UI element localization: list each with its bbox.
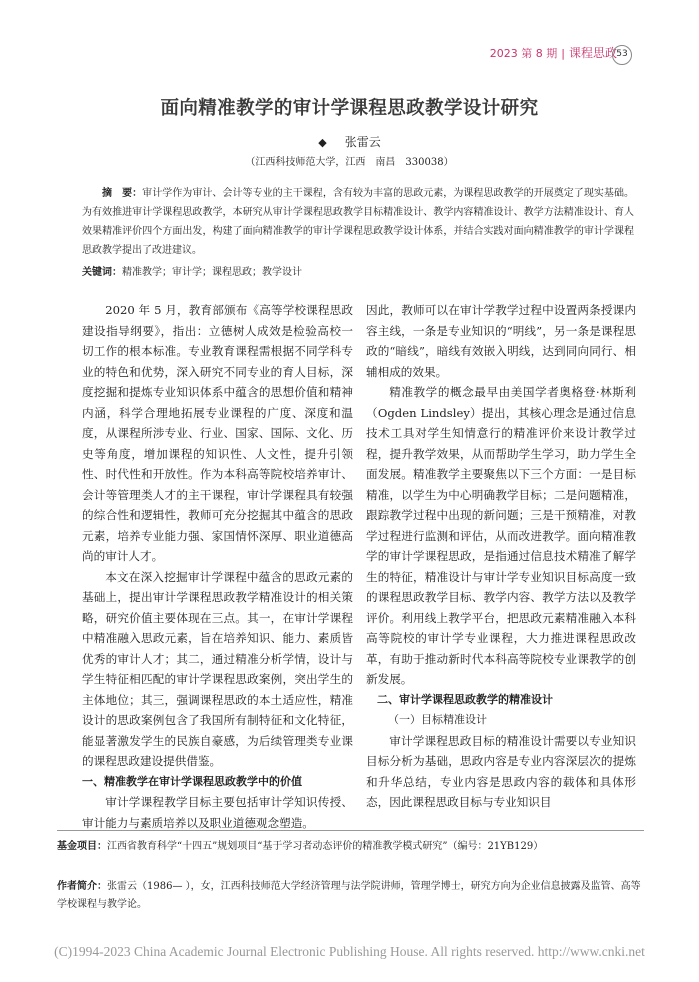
fund-footnote xyxy=(57,838,644,856)
abstract xyxy=(82,184,634,260)
author-bio-text: 张雷云（1986— ），女，江西科技师范大学经济管理与法学院讲师，管理学博士，研究方向为企业信息披露及监管、高等学校课程与教学论。 xyxy=(57,881,641,910)
footnote-divider xyxy=(57,830,644,831)
journal-header xyxy=(490,44,617,61)
author-name: 张雷云 xyxy=(344,135,381,149)
right-column xyxy=(366,300,636,813)
body-paragraph: 审计学课程思政目标的精准设计需要以专业知识目标分析为基础，思政内容是专业内容深层次的提炼和升华总结，专业内容是思政内容的载体和具体形态，因此课程思政目标与专业知识目 xyxy=(366,733,636,809)
keywords-text: 精准教学；审计学；课程思政；教学设计 xyxy=(122,267,302,278)
fund-text: 江西省教育科学“十四五”规划项目“基于学习者动态评价的精准教学模式研究”（编号：21YB129） xyxy=(107,841,544,852)
body-paragraph: 审计学课程教学目标主要包括审计学知识传授、审计能力与素质培养以及职业道德观念塑造。 xyxy=(82,795,353,830)
body-paragraph: 本文在深入挖掘审计学课程中蕴含的思政元素的基础上，提出审计学课程思政教学精准设计的相关策略，研究价值主要体现在三点。其一，在审计学课程中精准融入思政元素，旨在培养知识、能力、素质皆优秀的审计人才；其二，通过精准分析学情，设计与学生特征相匹配的审计学课程思政案例，突出学生的主体地位；其三，强调课程思政的本土适应性，精准设计的思政案例包含了我国所有制特征和文化特征，能显著激发学生的民族自豪感，为后续管理类专业课的课程思政建设提供借鉴。 xyxy=(82,569,353,768)
header-separator: | xyxy=(561,47,565,60)
body-paragraph: 因此，教师可以在审计学教学过程中设置两条授课内容主线，一条是专业知识的“明线”，另一条是课程思政的“暗线”，暗线有效嵌入明线，达到同向同行、相辅相成的效果。 xyxy=(366,303,636,379)
page-number: 53 xyxy=(612,45,632,65)
body-paragraph: 精准教学的概念最早由美国学者奥格登·林斯利（Ogden Lindsley）提出，其核心理念是通过信息技术工具对学生知情意行的精准评价来设计教学过程，提升教学效果，从而帮助学生学习，助力学生全面发展。精准教学主要聚焦以下三个方面：一是目标精准，以学生为中心明确教学目标；二是问题精准，跟踪教学过程中出现的新问题；三是干预精准，对教学过程进行监测和评估，从而改进教学。面向精准教学的审计学课程思政，是指通过信息技术精准了解学生的特征，精准设计与审计学专业知识目标高度一致的课程思政教学目标、教学内容、教学方法以及教学评价。利用线上教学平台，把思政元素精准融入本科高等院校的审计学专业课程，大力推进课程思政改革，有助于推动新时代本科高等院校专业课教学的创新发展。 xyxy=(366,385,636,686)
keywords-label: 关键词： xyxy=(82,267,122,278)
column-name: 课程思政 xyxy=(568,46,617,60)
author-footnote xyxy=(57,878,644,914)
abstract-text: 审计学作为审计、会计等专业的主干课程，含有较为丰富的思政元素，为课程思政教学的开展奠定了现实基础。为有效推进审计学课程思政教学，本研究从审计学课程思政教学目标精准设计、教学内容精准设计、教学方法精准设计、育人效果精准评价四个方面出发，构建了面向精准教学的审计学课程思政教学设计体系，并结合实践对面向精准教学的审计学课程思政教学提出了改进建议。 xyxy=(82,188,635,256)
fund-label: 基金项目： xyxy=(57,841,107,852)
subsection-heading: （一）目标精准设计 xyxy=(388,713,487,726)
issue-label: 2023 第 8 期 xyxy=(489,47,558,60)
section-heading-1: 一、精准教学在审计学课程思政教学中的价值 xyxy=(82,774,302,788)
keywords xyxy=(82,263,634,282)
diamond-icon: ◆ xyxy=(318,136,327,149)
copyright-watermark: (C)1994-2023 China Academic Journal Electronic Publishing House. All rights reserved. http://www.cnki.net xyxy=(54,944,645,959)
author-bio-label: 作者简介： xyxy=(57,881,107,892)
section-heading-2: 二、审计学课程思政教学的精准设计 xyxy=(377,692,553,706)
abstract-label: 摘 要： xyxy=(102,188,143,199)
author-affiliation: （江西科技师范大学，江西 南昌 330038） xyxy=(245,157,454,168)
author-line xyxy=(0,133,699,150)
article-title: 面向精准教学的审计学课程思政教学设计研究 xyxy=(160,98,539,119)
body-paragraph: 2020 年 5 月，教育部颁布《高等学校课程思政建设指导纲要》，指出：立德树人成效是检验高校一切工作的根本标准。专业教育课程需根据不同学科专业的特色和优势，深入研究不同专业的育人目标，深度挖掘和提炼专业知识体系中蕴含的思想价值和精神内涵，科学合理地拓展专业课程的广度、深度和温度，从课程所涉专业、行业、国家、国际、文化、历史等角度，增加课程的知识性、人文性，提升引领性、时代性和开放性。作为本科高等院校培养审计、会计等管理类人才的主干课程，审计学课程具有较强的综合性和逻辑性，教师可充分挖掘其中蕴含的思政元素，培养专业能力强、家国情怀深厚、职业道德高尚的审计人才。 xyxy=(82,303,353,563)
left-column xyxy=(82,300,353,833)
